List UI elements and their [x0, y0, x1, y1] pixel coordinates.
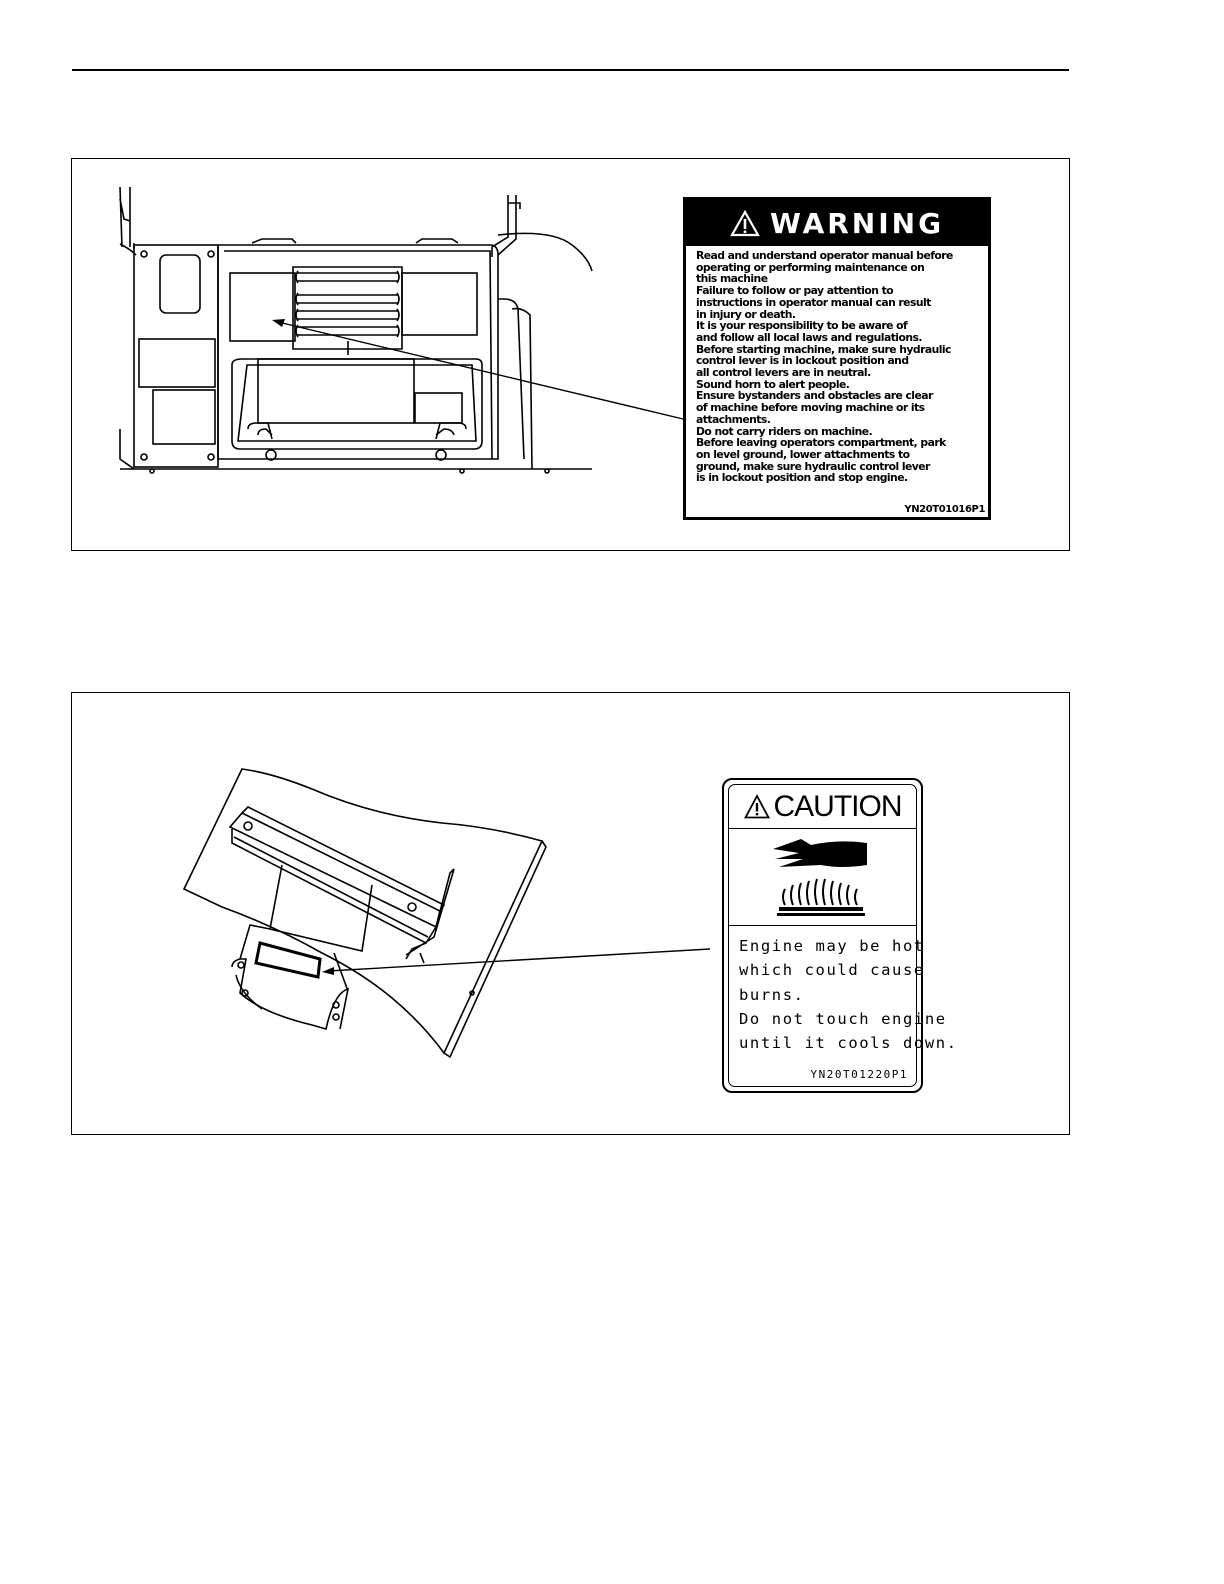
- warning-line: of machine before moving machine or its: [696, 402, 925, 414]
- warning-line: It is your responsibility to be aware of: [696, 320, 908, 332]
- caution-triangle-icon: [744, 794, 770, 820]
- caution-line: until it cools down.: [739, 1034, 958, 1053]
- warning-header: [686, 200, 988, 246]
- hot-surface-hand-icon: [729, 829, 916, 926]
- figure-warning-label-location: [71, 158, 1070, 551]
- figure-caution-label-location: [71, 692, 1070, 1135]
- caution-line: burns.: [739, 985, 805, 1004]
- warning-line: Failure to follow or pay attention to: [696, 285, 894, 297]
- warning-decal: [683, 197, 991, 520]
- warning-line: control lever is in lockout position and: [696, 355, 909, 368]
- warning-line: operating or performing maintenance on: [696, 261, 925, 274]
- caution-line: Engine may be hot: [739, 937, 925, 955]
- caution-header: [729, 785, 916, 829]
- warning-line: Ensure bystanders and obstacles are clear: [696, 390, 933, 403]
- warning-triangle-icon: [730, 210, 760, 237]
- caution-part-code: YN20T01220P1: [810, 1068, 908, 1081]
- warning-line: all control levers are in neutral.: [696, 367, 871, 379]
- warning-text: [686, 246, 988, 484]
- header-rule: [72, 69, 1069, 71]
- caution-text: [729, 926, 958, 1055]
- warning-line: Before starting machine, make sure hydraulic: [696, 343, 951, 356]
- warning-line: in injury or death.: [696, 308, 796, 321]
- warning-line: Before leaving operators compartment, park: [696, 437, 946, 449]
- caution-inner-border: [728, 784, 958, 1087]
- warning-line: ground, make sure hydraulic control lever: [696, 460, 930, 473]
- warning-line: is in lockout position and stop engine.: [696, 472, 908, 485]
- warning-line: Sound horn to alert people.: [696, 378, 850, 391]
- warning-line: this machine: [696, 273, 768, 286]
- warning-line: and follow all local laws and regulations.: [696, 331, 922, 344]
- caution-line: which could cause: [739, 961, 925, 980]
- caution-decal: [722, 778, 958, 1093]
- warning-line: Do not carry riders on machine.: [696, 425, 873, 438]
- caution-line: Do not touch engine: [739, 1009, 947, 1028]
- warning-line: instructions in operator manual can result: [696, 296, 931, 309]
- warning-line: attachments.: [696, 413, 771, 426]
- warning-line: Read and understand operator manual before: [696, 250, 953, 262]
- warning-line: on level ground, lower attachments to: [696, 448, 910, 461]
- warning-part-code: YN20T01016P1: [904, 504, 985, 515]
- caution-title: CAUTION: [773, 789, 902, 823]
- warning-title: WARNING: [769, 206, 945, 240]
